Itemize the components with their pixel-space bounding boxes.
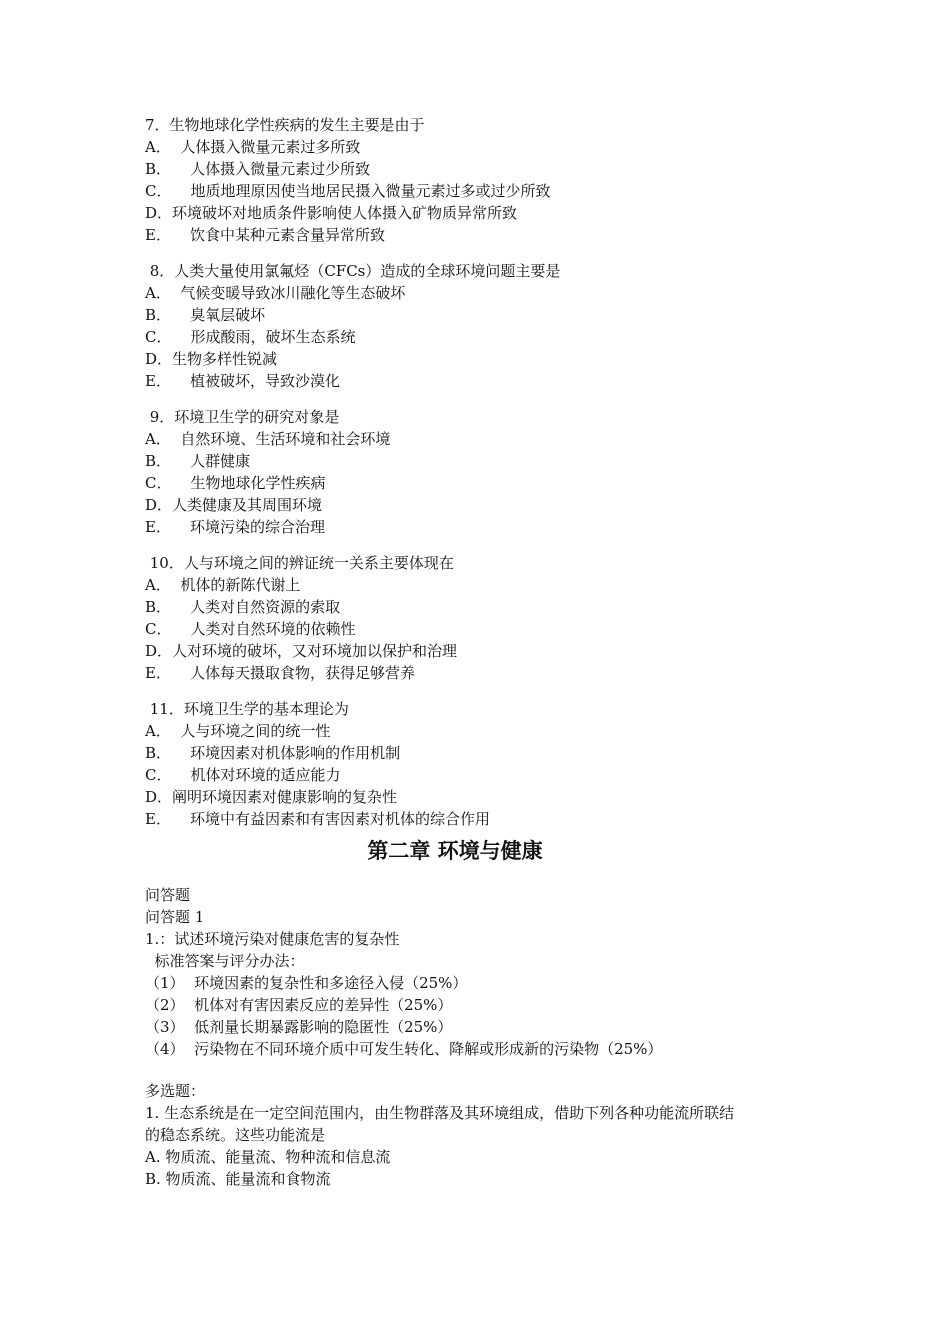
option-b: B． 人类对自然资源的索取 (145, 598, 341, 616)
option-e: E． 环境中有益因素和有害因素对机体的综合作用 (145, 810, 491, 828)
option-d: D．人对环境的破坏，又对环境加以保护和治理 (145, 642, 458, 660)
qa-subheading: 问答题 1 (145, 908, 205, 926)
question-stem: 8．人类大量使用氯氟烃（CFCs）造成的全球环境问题主要是 (145, 262, 561, 280)
option-c: C． 机体对环境的适应能力 (145, 766, 341, 784)
mc-option-b: B. 物质流、能量流和食物流 (145, 1170, 331, 1188)
option-d: D．环境破坏对地质条件影响使人体摄入矿物质异常所致 (145, 204, 518, 222)
option-b: B． 臭氧层破坏 (145, 306, 266, 324)
question-stem: 11．环境卫生学的基本理论为 (145, 700, 349, 718)
option-c: C． 生物地球化学性疾病 (145, 474, 326, 492)
option-e: E． 人体每天摄取食物，获得足够营养 (145, 664, 416, 682)
question-11 (145, 698, 825, 830)
question-stem: 9．环境卫生学的研究对象是 (145, 408, 340, 426)
mc-question-line-1: 1. 生态系统是在一定空间范围内，由生物群落及其环境组成，借助下列各种功能流所联结 (145, 1104, 735, 1122)
option-d: D．生物多样性锐减 (145, 350, 278, 368)
qa-point-3: （3） 低剂量长期暴露影响的隐匿性（25%） (145, 1018, 453, 1036)
question-8 (145, 260, 825, 392)
qa-question: 1.：试述环境污染对健康危害的复杂性 (145, 930, 400, 948)
mc-heading: 多选题： (145, 1082, 206, 1100)
option-c: C． 形成酸雨，破坏生态系统 (145, 328, 356, 346)
chapter-title: 第二章 环境与健康 (367, 839, 543, 863)
mc-section (145, 1080, 825, 1190)
qa-heading: 问答题 (145, 886, 191, 904)
option-b: B． 人群健康 (145, 452, 251, 470)
option-c: C． 地质地理原因使当地居民摄入微量元素过多或过少所致 (145, 182, 551, 200)
qa-point-4: （4） 污染物在不同环境介质中可发生转化、降解或形成新的污染物（25%） (145, 1040, 663, 1058)
mc-question-line-2: 的稳态系统。这些功能流是 (145, 1126, 326, 1144)
option-c: C． 人类对自然环境的依赖性 (145, 620, 356, 638)
option-a: A． 人与环境之间的统一性 (145, 722, 331, 740)
option-b: B． 环境因素对机体影响的作用机制 (145, 744, 401, 762)
qa-answer-label: 标准答案与评分办法： (145, 952, 305, 970)
option-e: E． 植被破坏，导致沙漠化 (145, 372, 341, 390)
question-stem: 7．生物地球化学性疾病的发生主要是由于 (145, 116, 425, 134)
question-9 (145, 406, 825, 538)
option-d: D．阐明环境因素对健康影响的复杂性 (145, 788, 398, 806)
option-d: D．人类健康及其周围环境 (145, 496, 323, 514)
qa-point-2: （2） 机体对有害因素反应的差异性（25%） (145, 996, 453, 1014)
option-b: B． 人体摄入微量元素过少所致 (145, 160, 371, 178)
question-stem: 10．人与环境之间的辨证统一关系主要体现在 (145, 554, 454, 572)
document-page (145, 114, 825, 1190)
option-a: A． 机体的新陈代谢上 (145, 576, 301, 594)
option-e: E． 环境污染的综合治理 (145, 518, 326, 536)
qa-section (145, 884, 825, 1060)
option-a: A． 气候变暖导致冰川融化等生态破坏 (145, 284, 406, 302)
question-7 (145, 114, 825, 246)
option-a: A． 人体摄入微量元素过多所致 (145, 138, 361, 156)
mc-option-a: A. 物质流、能量流、物种流和信息流 (145, 1148, 391, 1166)
qa-point-1: （1） 环境因素的复杂性和多途径入侵（25%） (145, 974, 468, 992)
option-e: E． 饮食中某种元素含量异常所致 (145, 226, 386, 244)
option-a: A． 自然环境、生活环境和社会环境 (145, 430, 391, 448)
section-gap (145, 1060, 825, 1080)
question-10 (145, 552, 825, 684)
